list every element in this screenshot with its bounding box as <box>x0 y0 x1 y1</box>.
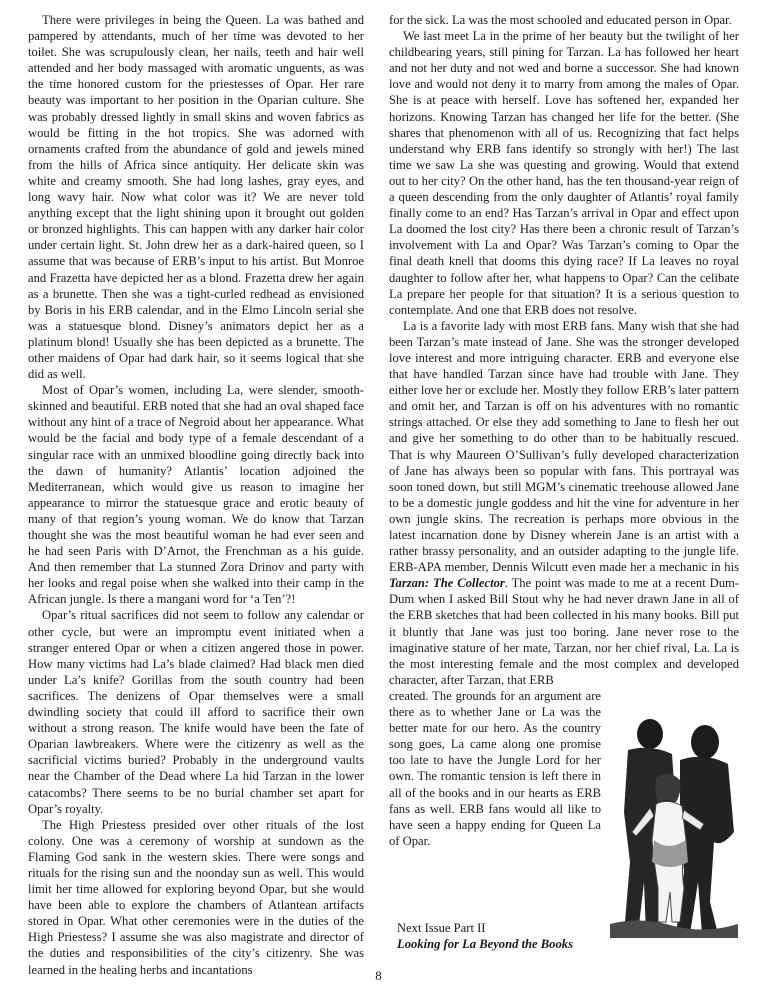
paragraph-text: La is a favorite lady with most ERB fans. Many wish that she had been Tarzan’s mate instead of Jane. She was the stronger developed love interest and more intriguing character. ERB and everyone else that have handled Tarzan since have had trouble with Jane. They either love her or exclude her. Mostly they follow ERB’s later pattern and omit her, and Tarzan is off on his adventures with no romantic strings attached. Or else they add something to Jane to flesh her out and give her something to do other than to be habitually rescued. That is why Maureen O’Sullivan’s fully developed characterization of Jane has always been so popular with fans. This portrayal was soon toned down, but still MGM’s cinematic treehouse allowed Jane to be a domestic jungle goddess and hit the vine for adventure in her own jungle skins. The recreation is perhaps more obvious in the latest incarnation done by Disney wherein Jane is an artist with a rather brassy personality, and an outsider adapting to the jungle life. ERB-APA member, Dennis Wilcutt even made her a mechanic in his <box>389 318 739 575</box>
paragraph: The High Priestess presided over other rituals of the lost colony. One was a ceremony of worship at sundown as the Flaming God sank in the western skies. There were songs and rituals for the rising sun and the noonday sun as well. This would limit her time allowed for exploring beyond Opar, but she would have been able to explore the chambers of Atlantean artifacts stored in Opar. What other ceremonies were in the duties of the High Priestess? I assume she was also magistrate and director of the duties and responsibilities of the city’s citizenry. She was learned in the healing herbs and incantations <box>28 817 364 977</box>
paragraph: Most of Opar’s women, including La, were slender, smooth-skinned and beautiful. ERB noted that she had an oval shaped face without any hint of a trace of Negroid about her appearance. What would be the facial and body type of a female descendant of a singular race with an unmixed bloodline going directly back into the dawn of humanity? Atlantis’ location adjoined the Mediterranean, which would give us reason to imagine her appearance to mirror the statuesque grace and erotic beauty of many of that region’s young woman. We do know that Tarzan thought she was the most beautiful woman he had ever seen and he had seen Paris with D’Arnot, the Frenchman as a his guide. And then remember that La stunned Zora Drinov and party with her looks and regal poise when she walked into their camp in the African jungle. Is there a mangani word for ‘a Ten’?! <box>28 383 364 607</box>
page-number: 8 <box>375 968 382 983</box>
tarzan-la-sketch-illustration <box>610 712 738 938</box>
paragraph-text: . The point was made to me at a recent Dum-Dum when I asked Bill Stout why he had never drawn Jane in all of the ERB sketches that had been collected in his many books. Bill put it bluntly that Jane was just too boring. Jane never rose to the imaginative stature of her mate, Tarzan, nor her chief rival, La. La is the most interesting female and the most complex and developed character, after Tarzan, that ERB <box>389 576 739 687</box>
left-column <box>28 12 364 978</box>
paragraph-continued: for the sick. La was the most schooled and educated person in Opar. <box>389 13 732 27</box>
book-title: Tarzan: The Collector <box>389 576 505 591</box>
paragraph: We last meet La in the prime of her beauty but the twilight of her childbearing years, still pining for Tarzan. La has followed her heart and not her duty and not wed and borne a successor. She had known love and would not deny it to marry from among the males of Opar. She is at peace with herself. Love has softened her, expanded her horizons. Knowing Tarzan has changed her life for the better. (She shares that phenomenon with all of us. Recognizing that fact helps understand why ERB fans identify so strongly with her!) The last time we saw La she was questing and growing. Would that extend out to her city? On the other hand, has the ten thousand-year reign of a queen descending from the only daughter of Atlantis’ royal family finally come to an end? Has Tarzan’s arrival in Opar and effect upon La doomed the lost city? Has there been a chronic result of Tarzan’s involvement with La and Opar? Was Tarzan’s coming to Opar the final death knell that dooms this dying race? If La leaves no royal daughter to follow after her, what happens to Opar? Can the celibate La prepare her people for that situation? It is a serious question to contemplate. And one that ERB does not resolve. <box>389 29 739 317</box>
paragraph: There were privileges in being the Queen. La was bathed and pampered by attendants, much of her time was devoted to her toilet. She was scrupulously clean, her nails, teeth and hair well attended and her body massaged with aromatic unguents, as was the time honored custom for the priestesses of Opar. Her rare beauty was important to her position in the Oparian culture. She was probably dressed lightly in small skins and woven fabrics as would be fitting in the hot tropics. She was adorned with ornaments crafted from the abundance of gold and jewels mined from the hills of Africa since antiquity. Her delicate skin was white and creamy smooth. She had long lashes, gray eyes, and long wavy hair. Now what color was it? We are never told anything except that the light shining upon it brought out golden or bronzed highlights. This can happen with any darker hair color under certain light. St. John drew her as a dark-haired queen, so I assume that was because of ERB’s input to his artist. But Monroe and Frazetta have depicted her as a blond. Frazetta drew her again as a brunette. Then she was a tight-curled redhead as envisioned by Boris in his ERB calendar, and in the Elmo Lincoln serial she was a statuesque blond. Disney’s animators depict her as a platinum blond! Usually she has been depicted as a brunette. The other maidens of Opar had dark hair, so it seems logical that she did as well. <box>28 13 364 382</box>
paragraph <box>389 318 739 688</box>
next-issue-title: Looking for La Beyond the Books <box>397 937 573 951</box>
next-issue-label: Next Issue Part II <box>397 921 486 935</box>
paragraph: Opar’s ritual sacrifices did not seem to follow any calendar or other cycle, but were an impromptu event initiated when a stranger entered Opar or when a citizen angered those in power. How many victims had La’s blade claimed? Had black men died under La’s knife? Gorillas from the south country had been sacrifices. The denizens of Opar themselves were a small dwindling society that could ill afford to sacrifice their own without a strong reason. The knife would have been the fate of Oparian lawbreakers. Where were the citizenry as well as the sacrificial victims buried? Probably in the underground vaults near the Chamber of the Dead where La hid Tarzan in the lower catacombs? There seems to be no burial chamber set apart for Opar’s royalty. <box>28 608 364 816</box>
next-issue-note <box>397 920 573 952</box>
paragraph-wrapped: created. The grounds for an argument are there as to whether Jane or La was the better mate for our hero. As the country song goes, La came along one promise too late to have the Jungle Lord for her own. The romantic tension is left there in all of the books and in our hearts as ERB fans as well. ERB fans would all like to have seen a happy ending for Queen La of Opar. <box>389 688 601 848</box>
